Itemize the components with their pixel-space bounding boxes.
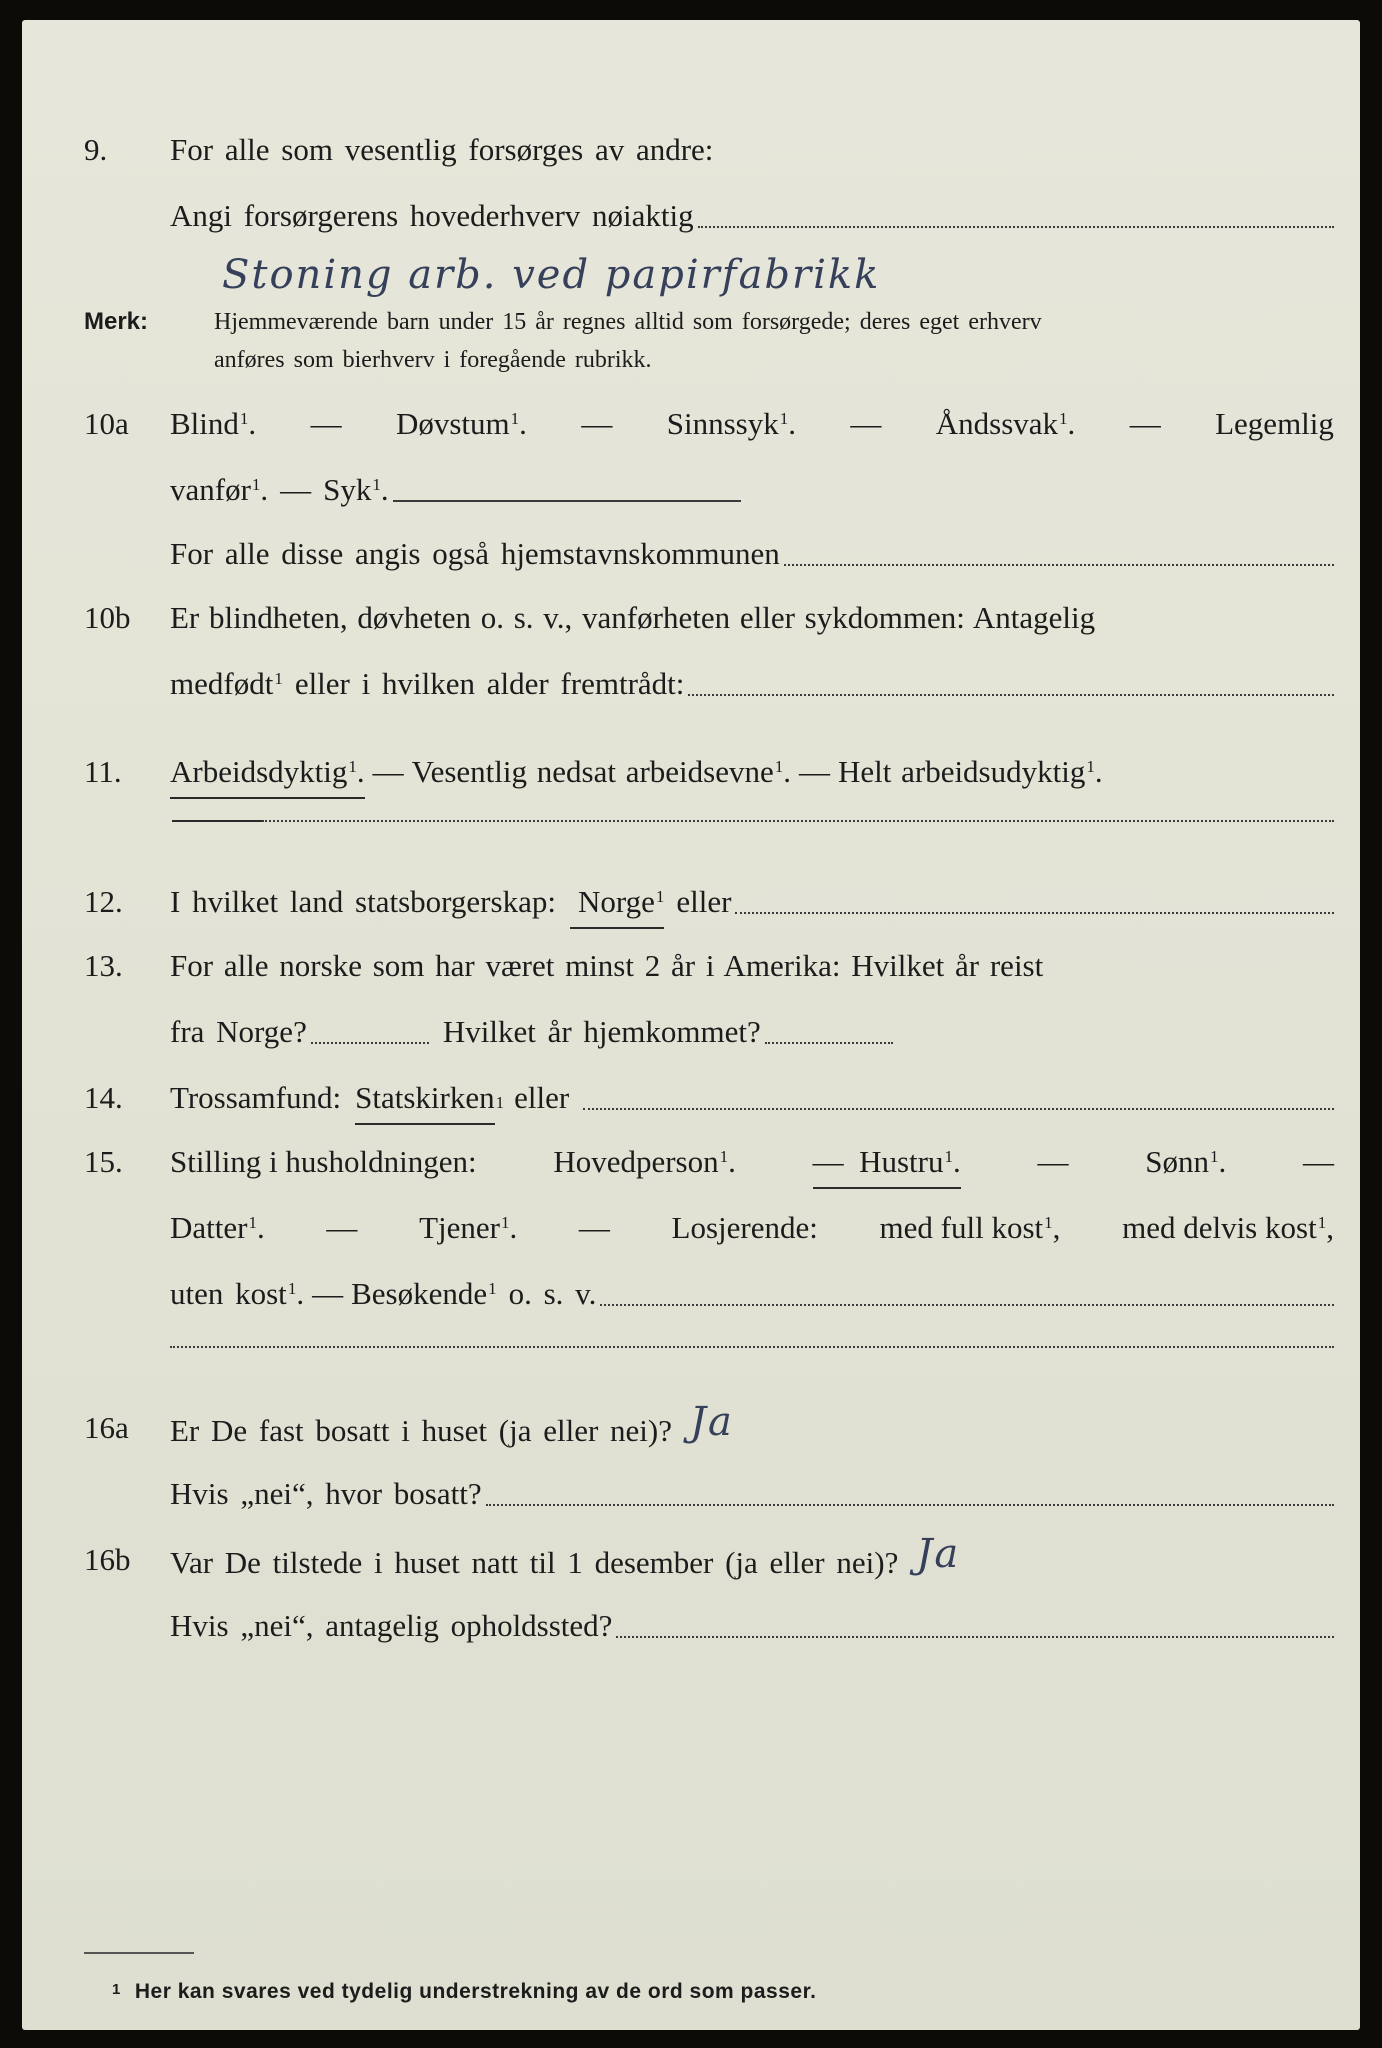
question-16a: [22, 1399, 1360, 1452]
answer-line[interactable]: [616, 1636, 1334, 1638]
dash: —: [310, 406, 342, 441]
question-number: 16a: [84, 1410, 129, 1445]
question-13: [22, 942, 1360, 990]
dash: —: [326, 1210, 358, 1245]
question-number: 10b: [84, 600, 131, 635]
option-norge-selected[interactable]: Norge$^1$: [570, 878, 664, 929]
question-text: eller i hvilken alder fremtrådt:: [294, 666, 685, 701]
question-text: Angi forsørgerens hovederhverv nøiaktig: [170, 198, 694, 233]
dash: —: [280, 472, 312, 507]
question-10b: [22, 594, 1360, 642]
dash: —: [372, 754, 404, 789]
answer-line[interactable]: [170, 1346, 1334, 1348]
question-number: 9.: [84, 132, 108, 167]
answer-line[interactable]: [600, 1304, 1334, 1306]
handwritten-answer: Stoning arb. ved papirfabrikk: [222, 252, 881, 298]
question-number: 13.: [84, 948, 123, 983]
question-text: Stilling i husholdningen:: [170, 1144, 477, 1179]
question-number: 12.: [84, 884, 123, 919]
option-tjener[interactable]: Tjener: [419, 1210, 500, 1245]
option-besokende[interactable]: Besøkende: [351, 1276, 488, 1311]
question-text: For alle disse angis også hjemstavnskommunen: [170, 536, 780, 571]
question-10a: 10a Blind$^1$. — Døvstum$^1$. — Sinnssyk$^1$. — Åndssvak$^1$. — Legemlig: [22, 400, 1360, 448]
answer-line[interactable]: [735, 912, 1334, 914]
option-hovedperson[interactable]: Hovedperson: [553, 1144, 719, 1179]
option-medfodt[interactable]: medfødt: [170, 666, 274, 701]
footnote-text: Her kan svares ved tydelig understrekning av de ord som passer.: [134, 1980, 817, 2003]
question-15-line2: Datter$^1$. — Tjener$^1$. — Losjerende: med full kost$^1$, med delvis kost$^1$,: [22, 1204, 1360, 1252]
option-sinnssyk[interactable]: Sinnssyk: [666, 406, 779, 441]
question-number: 14.: [84, 1080, 123, 1115]
question-10a-line2: vanfør$^1$. — Syk$^1$.: [22, 466, 1360, 514]
answer-line[interactable]: [698, 226, 1334, 228]
question-13-line2: [22, 1008, 1360, 1056]
dash: —: [850, 406, 882, 441]
question-text: For alle norske som har været minst 2 år i Amerika: Hvilket år reist: [170, 948, 1044, 983]
answer-line[interactable]: [486, 1504, 1334, 1506]
question-16b-line2: [22, 1602, 1360, 1650]
answer-line[interactable]: [784, 564, 1334, 566]
question-16b: [22, 1531, 1360, 1584]
dash: —: [1037, 1144, 1069, 1179]
question-11: 11. Arbeidsdyktig$^1$. — Vesentlig nedsat arbeidsevne$^1$. — Helt arbeidsudyktig$^1$.: [22, 748, 1360, 796]
question-number: 11.: [84, 754, 122, 789]
question-text: I hvilket land statsborgerskap:: [170, 884, 556, 919]
question-9: [22, 126, 1360, 174]
option-full-kost[interactable]: med full kost: [879, 1210, 1044, 1245]
question-text: eller: [514, 1080, 570, 1115]
option-losjerende[interactable]: Losjerende:: [671, 1210, 818, 1245]
dash: —: [312, 1276, 344, 1311]
question-text: Hvilket år hjemkommet?: [442, 1014, 761, 1049]
question-15-line3: uten kost$^1$. — Besøkende$^1$ o. s. v.: [22, 1270, 1360, 1318]
handwritten-answer: Ja: [689, 1399, 734, 1445]
dash: —: [1302, 1144, 1334, 1179]
question-12: [22, 878, 1360, 926]
answer-line[interactable]: [262, 820, 1334, 822]
option-andssvak[interactable]: Åndssvak: [935, 406, 1059, 441]
option-arbeidsdyktig-selected[interactable]: Arbeidsdyktig$^1$.: [170, 748, 365, 799]
question-9-occupation: [22, 192, 1360, 240]
question-14: 14. Trossamfund: Statskirken 1 eller: [22, 1074, 1360, 1122]
note-label: Merk:: [84, 308, 149, 335]
answer-line[interactable]: [393, 500, 741, 502]
census-form-page: [22, 20, 1360, 2030]
year-returned-field[interactable]: [765, 1042, 893, 1044]
question-number: 10a: [84, 406, 129, 441]
option-datter[interactable]: Datter: [170, 1210, 248, 1245]
question-text: eller: [676, 884, 732, 919]
note-text: Hjemmeværende barn under 15 år regnes alltid som forsørgede; deres eget erhverv: [214, 309, 1042, 335]
question-10a-line3: [22, 530, 1360, 578]
option-vanfor[interactable]: vanfør: [170, 472, 251, 507]
dash: —: [1129, 406, 1161, 441]
option-syk[interactable]: Syk: [323, 472, 372, 507]
question-text: Hvis „nei“, antagelig opholdssted?: [170, 1608, 613, 1643]
question-text: Er De fast bosatt i huset (ja eller nei)?: [170, 1413, 672, 1448]
option-dovstum[interactable]: Døvstum: [395, 406, 510, 441]
option-helt-arbeidsudyktig[interactable]: Helt arbeidsudyktig: [837, 754, 1086, 789]
dash: —: [798, 754, 830, 789]
handwritten-answer: Ja: [916, 1531, 961, 1577]
answer-line[interactable]: [688, 694, 1334, 696]
question-text: o. s. v.: [508, 1276, 597, 1311]
answer-line[interactable]: [583, 1108, 1334, 1110]
question-text: Hvis „nei“, hvor bosatt?: [170, 1476, 482, 1511]
option-hustru-selected[interactable]: — Hustru$^1$.: [813, 1138, 961, 1189]
question-10b-line2: medfødt$^1$ eller i hvilken alder fremtrådt:: [22, 660, 1360, 708]
year-emigrated-field[interactable]: [311, 1042, 429, 1044]
option-statskirken-selected[interactable]: Statskirken: [355, 1074, 495, 1125]
question-16a-line2: [22, 1470, 1360, 1518]
footnote-rule: [84, 1952, 194, 1954]
question-text: fra Norge?: [170, 1014, 307, 1049]
option-blind[interactable]: Blind: [170, 406, 239, 441]
option-sonn[interactable]: Sønn: [1145, 1144, 1209, 1179]
underline-mark: [172, 820, 262, 822]
option-vesentlig-nedsat[interactable]: Vesentlig nedsat arbeidsevne: [411, 754, 774, 789]
question-text: Trossamfund:: [170, 1080, 342, 1115]
question-15: 15. Stilling i husholdningen: Hovedperson$^1$. — Hustru$^1$. — Sønn$^1$. —: [22, 1138, 1360, 1186]
question-number: 16b: [84, 1542, 131, 1577]
option-uten-kost[interactable]: uten kost: [170, 1276, 287, 1311]
footnote-mark: 1: [112, 1981, 121, 1998]
question-text: Er blindheten, døvheten o. s. v., vanførheten eller sykdommen: Antagelig: [170, 600, 1096, 635]
question-text: For alle som vesentlig forsørges av andre:: [170, 132, 714, 167]
note-text: anføres som bierhverv i foregående rubrikk.: [214, 347, 652, 373]
option-legemlig[interactable]: Legemlig: [1215, 406, 1334, 441]
footnote: [112, 1980, 816, 2004]
dash: —: [578, 1210, 610, 1245]
dash: —: [581, 406, 613, 441]
question-text: Var De tilstede i huset natt til 1 desember (ja eller nei)?: [170, 1545, 899, 1580]
question-number: 15.: [84, 1144, 123, 1179]
option-delvis-kost[interactable]: med delvis kost: [1122, 1210, 1317, 1245]
